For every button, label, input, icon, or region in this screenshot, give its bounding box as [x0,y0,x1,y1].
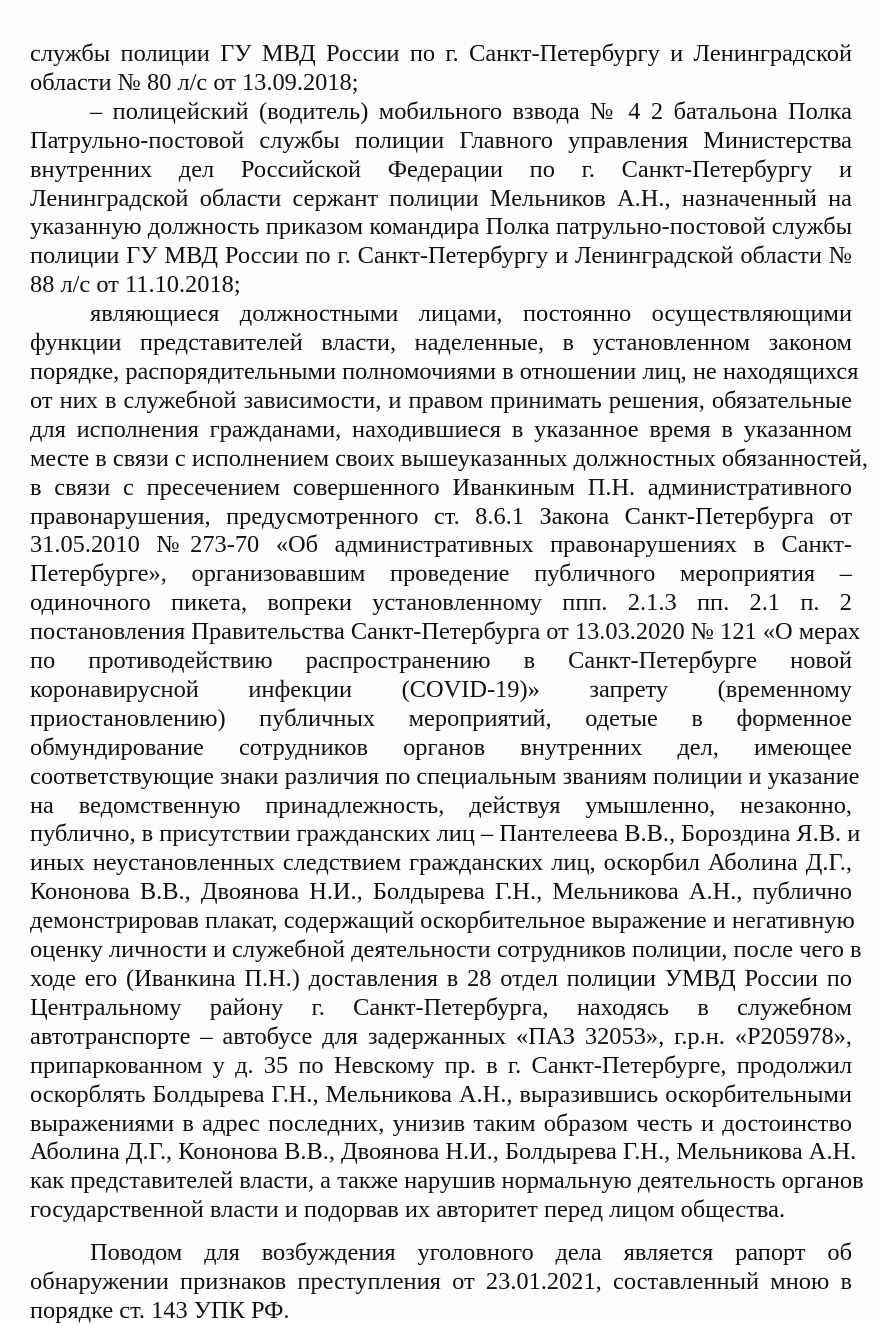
text-line: порядке, распорядительными полномочиями в отношении лиц, не находящихся [30,357,859,385]
text-line: функции представителей власти, наделенные, в установленном законом [30,329,852,357]
text-line: по противодействию распространению в Санкт-Петербурге новой [30,647,852,675]
text-line: правонарушения, предусмотренного ст. 8.6.1 Закона Санкт-Петербурга от [30,502,852,530]
text-line: оценку личности и служебной деятельности сотрудников полиции, после чего в [30,936,862,964]
text-line: обнаружении признаков преступления от 23.01.2021, составленный мною в [30,1268,852,1296]
text-line: коронавирусной инфекции (COVID-19)» запрету (временному [30,675,852,703]
paragraph-officer-melnikov [30,98,852,300]
text-line: области № 80 л/с от 13.09.2018; [30,68,359,96]
text-line: постановления Правительства Санкт-Петербурга от 13.03.2020 № 121 «О мерах [30,618,861,646]
text-line: 31.05.2010 №273-70 «Об административных правонарушениях в Санкт- [30,531,852,559]
text-line: ходе его (Иванкина П.Н.) доставления в 28 отдел полиции УМВД России по [30,965,852,992]
text-line: оскорблять Болдырева Г.Н., Мельникова А.Н., выразившись оскорбительными [30,1080,852,1108]
text-line: Поводом для возбуждения уголовного дела является рапорт об [90,1239,852,1267]
text-line: на ведомственную принадлежность, действуя умышленно, незаконно, [30,791,852,819]
text-line: Кононова В.В., Двоянова Н.И., Болдырева Г.Н., Мельникова А.Н., публично [30,878,852,906]
text-line: 88 л/с от 11.10.2018; [30,271,241,299]
text-line: месте в связи с исполнением своих вышеуказанных должностных обязанностей, [30,444,868,472]
text-line: государственной власти и подорвав их авторитет перед лицом общества. [30,1196,786,1224]
text-line: автотранспорте – автобусе для задержанных «ПАЗ 32053», г.р.н. «Р205978», [30,1022,852,1050]
text-line: полиции ГУ МВД России по г. Санкт-Петербургу и Ленинградской области № [30,242,852,270]
text-line: одиночного пикета, вопреки установленному ппп. 2.1.3 пп. 2.1 п. 2 [30,589,852,617]
paragraph-appointment-order-end [30,40,852,98]
text-line: являющиеся должностными лицами, постоянно осуществляющими [90,300,852,328]
text-line: обмундирование сотрудников органов внутренних дел, имеющее [30,733,852,761]
text-line: внутренних дел Российской Федерации по г. Санкт-Петербургу и [30,155,852,183]
text-line: порядке ст. 143 УПК РФ. [30,1296,290,1324]
text-line: выражениями в адрес последних, унизив таким образом честь и достоинство [30,1109,852,1137]
paragraph-grounds-for-case [30,1239,852,1326]
paragraph-offense-description [30,300,868,1225]
text-line: Аболина Д.Г., Кононова В.В., Двоянова Н.И., Болдырева Г.Н., Мельникова А.Н. [30,1138,857,1166]
text-line: указанную должность приказом командира Полка патрульно-постовой службы [30,213,852,241]
text-line: Петербурге», организовавшим проведение публичного мероприятия – [30,560,852,588]
text-line: в связи с пресечением совершенного Иванкиным П.Н. административного [30,473,852,501]
text-line: Центральному району г. Санкт-Петербурга, находясь в служебном [30,993,852,1021]
text-line: публично, в присутствии гражданских лиц – Пантелеева В.В., Бороздина Я.В. и [30,820,861,848]
text-line: соответствующие знаки различия по специальным званиям полиции и указание [30,762,860,790]
paragraph-gap [30,1225,852,1239]
text-line: демонстрировав плакат, содержащий оскорбительное выражение и негативную [30,907,855,935]
text-line: Ленинградской области сержант полиции Мельников А.Н., назначенный на [30,184,852,212]
text-line: от них в служебной зависимости, и правом принимать решения, обязательные [30,386,852,414]
text-line: иных неустановленных следствием гражданских лиц, оскорбил Аболина Д.Г., [30,849,852,877]
text-line: Патрульно-постовой службы полиции Главного управления Министерства [30,126,852,154]
text-line: для исполнения гражданами, находившиеся в указанное время в указанном [30,415,852,443]
text-line: службы полиции ГУ МВД России по г. Санкт-Петербургу и Ленинградской [30,40,852,67]
text-line: – полицейский (водитель) мобильного взвода № 4 2 батальона Полка [90,97,852,125]
text-line: приостановлению) публичных мероприятий, одетые в форменное [30,704,852,732]
text-line: припаркованном у д. 35 по Невскому пр. в г. Санкт-Петербурге, продолжил [30,1051,852,1079]
text-line: как представителей власти, а также нарушив нормальную деятельность органов [30,1167,864,1195]
